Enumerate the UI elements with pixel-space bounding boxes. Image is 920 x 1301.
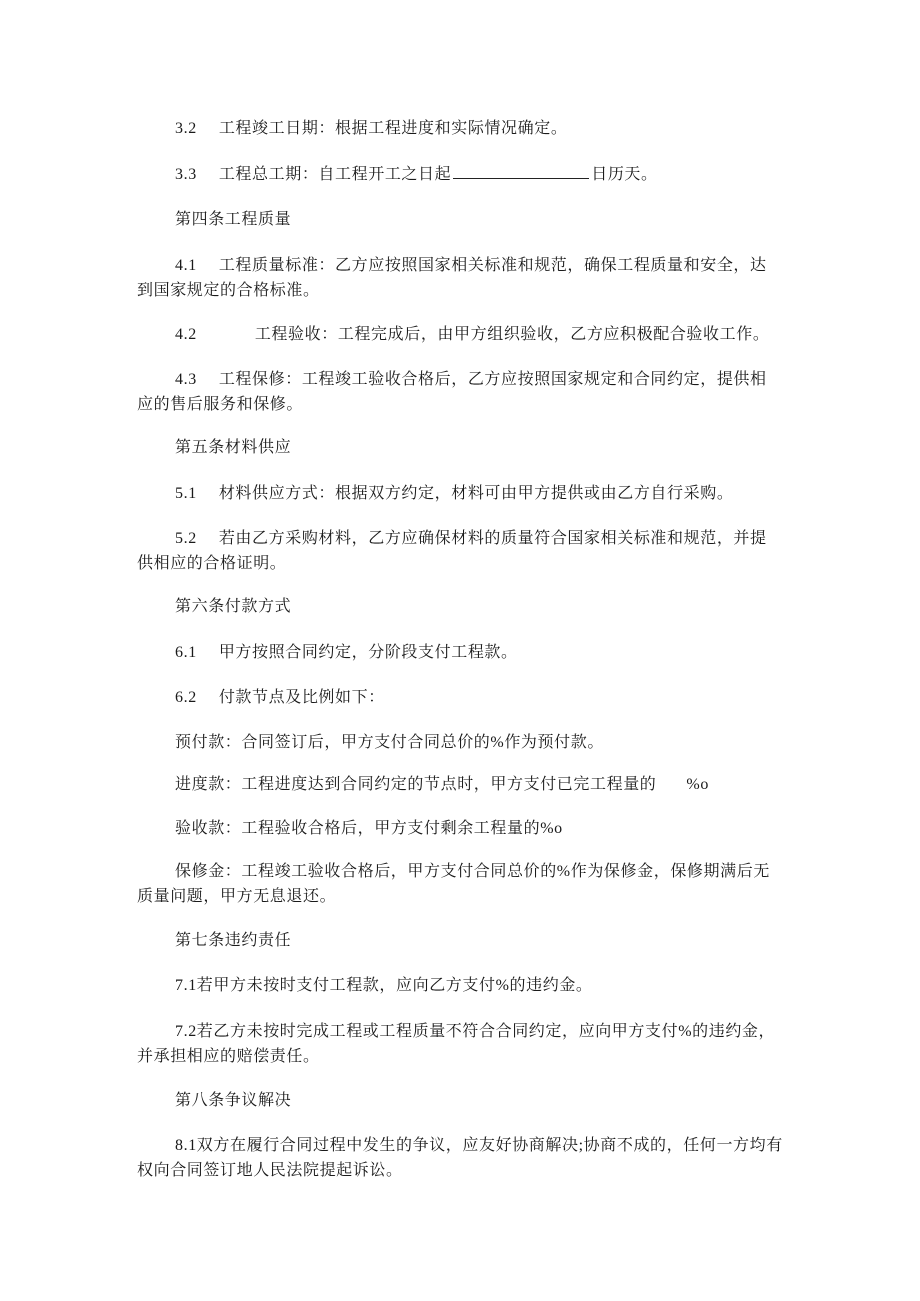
clause-text-after: %o	[686, 776, 709, 793]
section-heading-5: 第五条材料供应	[175, 439, 292, 456]
section-heading-7: 第七条违约责任	[175, 932, 292, 949]
clause-text: 进度款：工程进度达到合同约定的节点时，甲方支付已完工程量的	[175, 776, 657, 793]
clause-3-2	[137, 116, 783, 141]
clause-4-1	[137, 253, 783, 303]
clause-text: 工程保修：工程竣工验收合格后，乙方应按照国家规定和合同约定，提供相应的售后服务和保修。	[137, 371, 767, 413]
clause-7-2: 7.2若乙方未按时完成工程或工程质量不符合合同约定，应向甲方支付%的违约金，并承担相应的赔偿责任。	[137, 1023, 776, 1065]
clause-text: 工程竣工日期：根据工程进度和实际情况确定。	[218, 120, 568, 137]
clause-number: 6.1	[175, 644, 197, 661]
clause-5-2	[137, 526, 783, 576]
clause-number: 4.1	[175, 257, 197, 274]
clause-4-2	[137, 322, 783, 347]
section-heading-6: 第六条付款方式	[175, 598, 292, 615]
payment-advance: 预付款：合同签订后，甲方支付合同总价的%作为预付款。	[175, 734, 604, 751]
clause-text: 甲方按照合同约定，分阶段支付工程款。	[218, 644, 518, 661]
payment-progress	[137, 772, 783, 797]
clause-text-after: 日历天。	[591, 166, 658, 183]
clause-number: 6.2	[175, 689, 197, 706]
clause-text: 工程总工期：自工程开工之日起	[218, 166, 452, 183]
clause-number: 5.2	[175, 530, 197, 547]
clause-5-1	[137, 481, 783, 506]
clause-7-1: 7.1若甲方未按时支付工程款，应向乙方支付%的违约金。	[175, 977, 593, 994]
clause-text: 若由乙方采购材料，乙方应确保材料的质量符合国家相关标准和规范，并提供相应的合格证明。	[137, 530, 767, 572]
clause-text: 工程质量标准：乙方应按照国家相关标准和规范，确保工程质量和安全，达到国家规定的合格标准。	[137, 257, 767, 299]
clause-number: 3.3	[175, 166, 197, 183]
clause-6-1	[137, 640, 783, 665]
clause-number: 5.1	[175, 485, 197, 502]
clause-text: 工程验收：工程完成后，由甲方组织验收，乙方应积极配合验收工作。	[254, 326, 770, 343]
payment-warranty: 保修金：工程竣工验收合格后，甲方支付合同总价的%作为保修金，保修期满后无质量问题，甲方无息退还。	[137, 863, 770, 905]
section-heading-4: 第四条工程质量	[175, 211, 292, 228]
clause-8-1: 8.1双方在履行合同过程中发生的争议，应友好协商解决;协商不成的，任何一方均有权向合同签订地人民法院提起诉讼。	[137, 1137, 783, 1179]
payment-acceptance: 验收款：工程验收合格后，甲方支付剩余工程量的%o	[175, 820, 563, 837]
clause-text: 材料供应方式：根据双方约定，材料可由甲方提供或由乙方自行采购。	[218, 485, 734, 502]
clause-number: 4.3	[175, 371, 197, 388]
fill-in-blank	[453, 164, 589, 179]
clause-3-3	[137, 162, 783, 187]
clause-number: 3.2	[175, 120, 197, 137]
section-heading-8: 第八条争议解决	[175, 1092, 292, 1109]
clause-6-2	[137, 685, 783, 710]
clause-number: 4.2	[175, 326, 197, 343]
clause-4-3	[137, 367, 783, 417]
clause-text: 付款节点及比例如下：	[218, 689, 385, 706]
